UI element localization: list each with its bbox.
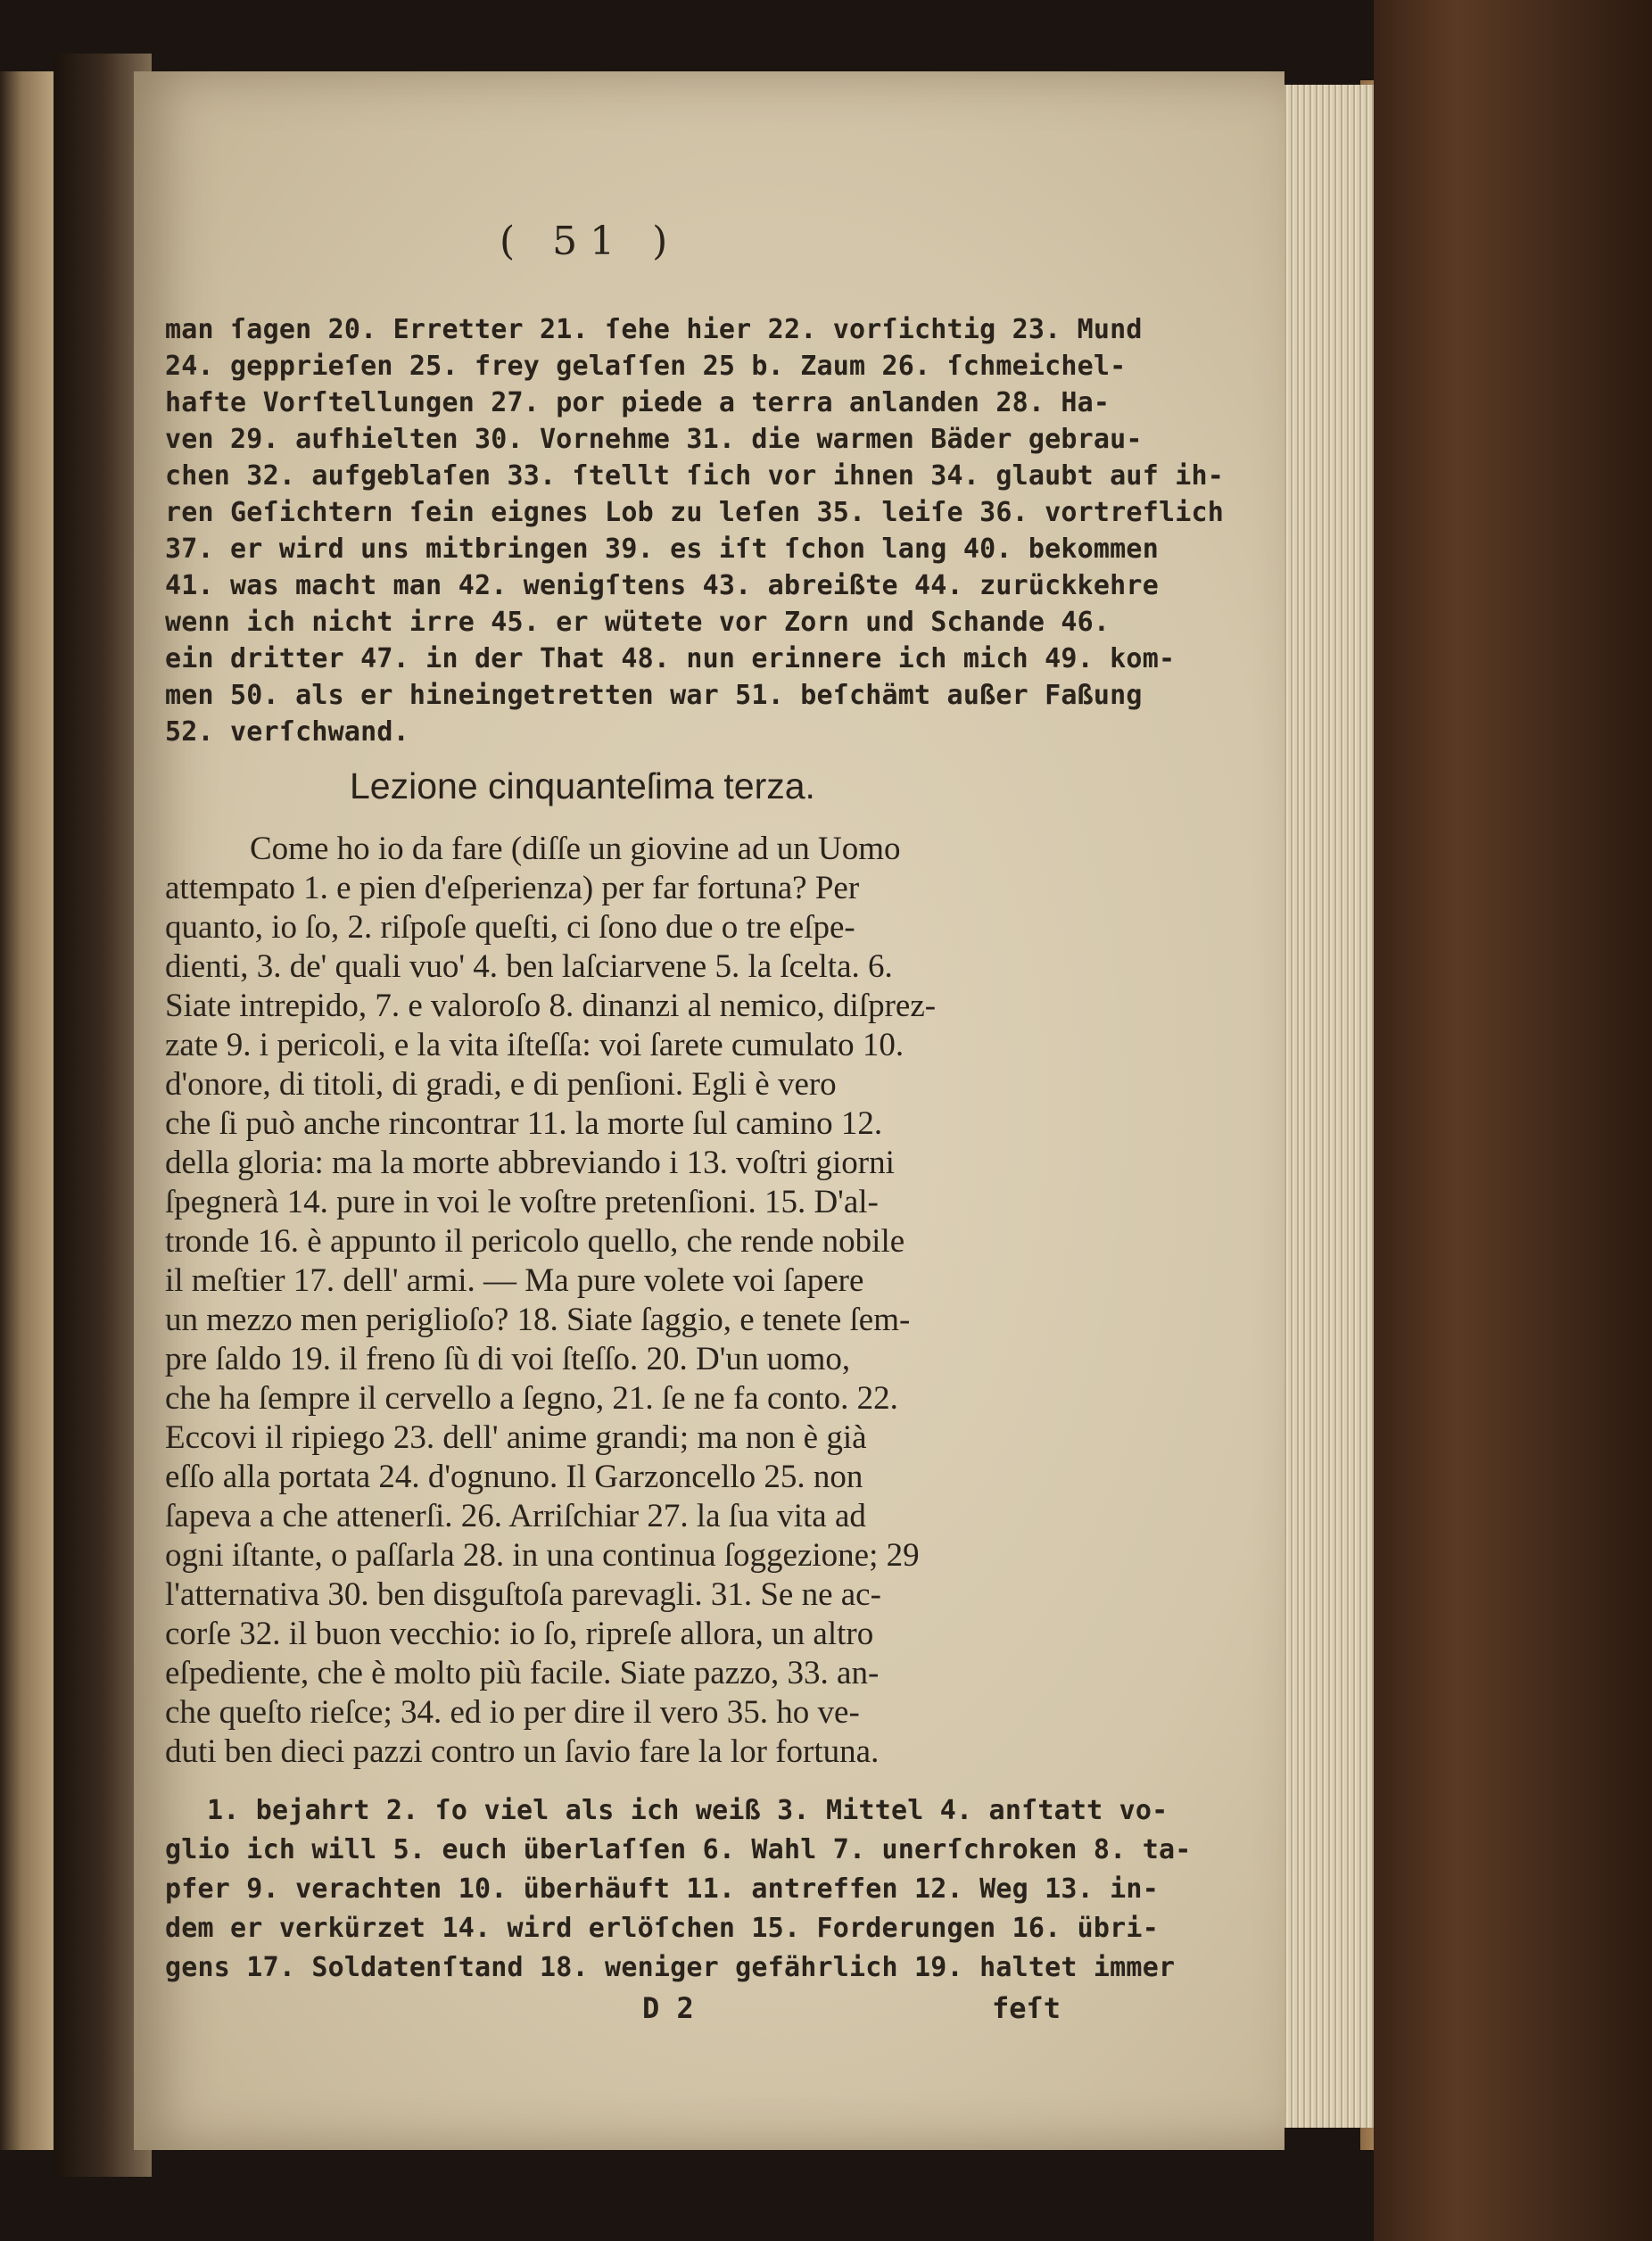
text-line: che ſi può anche rincontrar 11. la morte ſul camino 12. (165, 1105, 883, 1142)
text-line: eſpediente, che è molto più facile. Siate pazzo, 33. an- (165, 1655, 880, 1691)
gloss-line: ven 29. aufhielten 30. Vornehme 31. die warmen Bäder gebrau- (165, 424, 1143, 455)
text-line: d'onore, di titoli, di gradi, e di penſioni. Egli è vero (165, 1066, 837, 1103)
text-line: dienti, 3. de' quali vuo' 4. ben laſciarvene 5. la ſcelta. 6. (165, 948, 893, 985)
text-line: Eccovi il ripiego 23. dell' anime grandi; ma non è già (165, 1419, 867, 1456)
gloss-line: ein dritter 47. in der That 48. nun erinnere ich mich 49. kom- (165, 643, 1176, 674)
text-line: ogni iſtante, o paſſarla 28. in una continua ſoggezione; 29 (165, 1537, 920, 1574)
left-page-edge (0, 71, 54, 2150)
text-line: quanto, io ſo, 2. riſpoſe queſti, ci ſono due o tre eſpe- (165, 909, 855, 946)
gloss-line: 1. bejahrt 2. ſo viel als ich weiß 3. Mittel 4. anſtatt vo- (207, 1795, 1169, 1826)
text-line: della gloria: ma la morte abbreviando i 13. voſtri giorni (165, 1145, 895, 1181)
text-line: l'atternativa 30. ben disguſtoſa parevagli. 31. Se ne ac- (165, 1576, 881, 1613)
gloss-line: dem er verkürzet 14. wird erlöſchen 15. Forderungen 16. übri- (165, 1913, 1159, 1944)
gloss-line: wenn ich nicht irre 45. er wütete vor Zorn und Schande 46. (165, 607, 1111, 638)
text-line: zate 9. i pericoli, e la vita iſteſſa: voi ſarete cumulato 10. (165, 1027, 904, 1063)
gloss-line: 52. verſchwand. (165, 716, 409, 748)
catchword: feſt (992, 1991, 1061, 2025)
gloss-line: man ſagen 20. Erretter 21. ſehe hier 22. vorſichtig 23. Mund (165, 314, 1143, 345)
gloss-line: chen 32. aufgeblaſen 33. ſtellt ſich vor ihnen 34. glaubt auf ih- (165, 460, 1224, 492)
text-line: Siate intrepido, 7. e valoroſo 8. dinanzi al nemico, diſprez- (165, 988, 937, 1024)
text-line: il meſtier 17. dell' armi. — Ma pure volete voi ſapere (165, 1262, 864, 1299)
page-number: ( 51 ) (500, 219, 681, 264)
text-line: eſſo alla portata 24. d'ognuno. Il Garzoncello 25. non (165, 1459, 863, 1495)
lesson-heading: Lezione cinquanteſima terza. (350, 765, 815, 806)
text-line: duti ben dieci pazzi contro un ſavio fare la lor fortuna. (165, 1733, 880, 1770)
gloss-line: glio ich will 5. euch überlaſſen 6. Wahl 7. unerſchroken 8. ta- (165, 1834, 1192, 1865)
text-line: attempato 1. e pien d'eſperienza) per far fortuna? Per (165, 870, 860, 906)
text-line: pre ſaldo 19. il freno ſù di voi ſteſſo. 20. D'un uomo, (165, 1341, 851, 1377)
page-stack-edge (1276, 85, 1374, 2128)
gloss-line: 24. gepprieſen 25. frey gelaſſen 25 b. Zaum 26. ſchmeichel- (165, 351, 1127, 382)
text-line: un mezzo men periglioſo? 18. Siate ſaggio, e tenete ſem- (165, 1302, 911, 1338)
signature-mark: D 2 (642, 1991, 694, 2025)
gloss-line: 41. was macht man 42. wenigſtens 43. abreißte 44. zurückkehre (165, 570, 1159, 601)
text-line: ſapeva a che attenerſi. 26. Arriſchiar 27. la ſua vita ad (165, 1498, 866, 1534)
gloss-line: men 50. als er hineingetretten war 51. beſchämt außer Faßung (165, 680, 1143, 711)
text-line: Come ho io da fare (diſſe un giovine ad un Uomo (250, 831, 901, 867)
gloss-line: pfer 9. verachten 10. überhäuft 11. antreffen 12. Weg 13. in- (165, 1873, 1159, 1905)
text-line: che ha ſempre il cervello a ſegno, 21. ſe ne fa conto. 22. (165, 1380, 898, 1417)
text-line: corſe 32. il buon vecchio: io ſo, ripreſe allora, un altro (165, 1616, 874, 1652)
gloss-line: ren Geſichtern ſein eignes Lob zu leſen 35. leiſe 36. vortreflich (165, 497, 1224, 528)
gloss-line: hafte Vorſtellungen 27. por piede a terra anlanden 28. Ha- (165, 387, 1111, 418)
book-cover (1374, 0, 1652, 2241)
text-line: tronde 16. è appunto il pericolo quello, che rende nobile (165, 1223, 905, 1260)
text-line: ſpegnerà 14. pure in voi le voſtre pretenſioni. 15. D'al- (165, 1184, 879, 1220)
gloss-line: gens 17. Soldatenſtand 18. weniger gefährlich 19. haltet immer (165, 1952, 1176, 1983)
gloss-line: 37. er wird uns mitbringen 39. es iſt ſchon lang 40. bekommen (165, 533, 1159, 565)
text-line: che queſto rieſce; 34. ed io per dire il vero 35. ho ve- (165, 1694, 860, 1731)
